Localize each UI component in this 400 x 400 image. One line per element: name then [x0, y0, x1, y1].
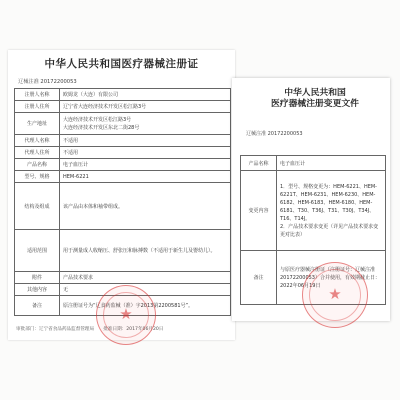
- row-value: 电子血压计: [60, 159, 231, 171]
- row-value: 大连经济技术开发区松江路3号 大连经济技术开发区东北二街28号: [60, 113, 231, 135]
- row-value: 辽宁省大连经济技术开发区松江路3号: [60, 101, 231, 113]
- seal-star-icon: ★: [328, 285, 342, 304]
- certificate-registration-number: 辽械注准 20172200053: [18, 79, 77, 85]
- certificate-title: 中华人民共和国医疗器械注册证: [44, 58, 199, 70]
- row-label: 代理人住所: [15, 147, 60, 159]
- row-label: 产品名称: [15, 159, 60, 171]
- row-value: 无: [60, 284, 231, 296]
- row-label: 备注: [15, 296, 60, 316]
- row-value: 用于测量成人收缩压、舒张压和脉搏数（不适用于新生儿及婴幼儿）。: [60, 230, 231, 272]
- row-value: 1．型号、规格变更为：HEM-6221、HEM-6221T、HEM-6231、HEM-6230、HEM-6182、HEM-6183、HEM-6180、HEM-6181、T30、T36J、T31、T30J、T34J、T16、T14J。 2．产品技术要求变更（详见产品技术要求变更对比表）: [277, 171, 386, 251]
- row-label: 生产地址: [15, 113, 60, 135]
- table-row: [15, 272, 231, 284]
- table-row: [15, 171, 231, 183]
- row-label: 型号、规格: [15, 171, 60, 183]
- table-row: [15, 159, 231, 171]
- row-label: 适用范围: [15, 230, 60, 272]
- change-document-title-line2: 医疗器械注册变更文件: [271, 99, 359, 109]
- row-label: 注册人名称: [15, 89, 60, 101]
- certificate-footer: 审批部门：辽宁省食品药品监督管理局 批准日期：2017年06月20日: [16, 327, 164, 332]
- row-label: 结构及组成: [15, 183, 60, 230]
- row-value: 与原医疗器械注册证（注册证号：辽械注准20172200053）合并使用，有效期截止日：2022年06月19日: [277, 251, 386, 305]
- row-label: 注册人住所: [15, 101, 60, 113]
- change-document-registration-number: 辽械注准 20172200053: [246, 131, 303, 137]
- official-seal-stamp: [302, 262, 368, 328]
- table-row: [15, 230, 231, 272]
- row-value: 该产品由本体和袖带组成。: [60, 183, 231, 230]
- row-value: 电子血压计: [277, 156, 386, 171]
- row-value: 不适用: [60, 147, 231, 159]
- row-label: 备注: [241, 251, 277, 305]
- row-label: 其他内容: [15, 284, 60, 296]
- change-document-title: [240, 88, 390, 110]
- row-label: 附件: [15, 272, 60, 284]
- row-label: 产品名称: [241, 156, 277, 171]
- table-row: [15, 147, 231, 159]
- table-row: [241, 171, 386, 251]
- row-label: 变更内容: [241, 171, 277, 251]
- row-value: 产品技术要求: [60, 272, 231, 284]
- table-row: [15, 183, 231, 230]
- row-label: 代理人名称: [15, 135, 60, 147]
- change-document-title-line1: 中华人民共和国: [284, 88, 346, 98]
- table-row: [241, 156, 386, 171]
- row-value: 不适用: [60, 135, 231, 147]
- seal-star-icon: ★: [119, 305, 133, 324]
- table-row: [15, 101, 231, 113]
- table-row: [15, 113, 231, 135]
- row-value: 欧姆龙（大连）有限公司: [60, 89, 231, 101]
- table-row: [15, 89, 231, 101]
- row-value: 原注册证号为“辽食药监械（准）字2013第2200581号”。: [60, 296, 231, 316]
- certificate-table: [14, 88, 231, 316]
- table-row: [15, 135, 231, 147]
- row-value: HEM-6221: [60, 171, 231, 183]
- official-seal-stamp: [96, 285, 156, 345]
